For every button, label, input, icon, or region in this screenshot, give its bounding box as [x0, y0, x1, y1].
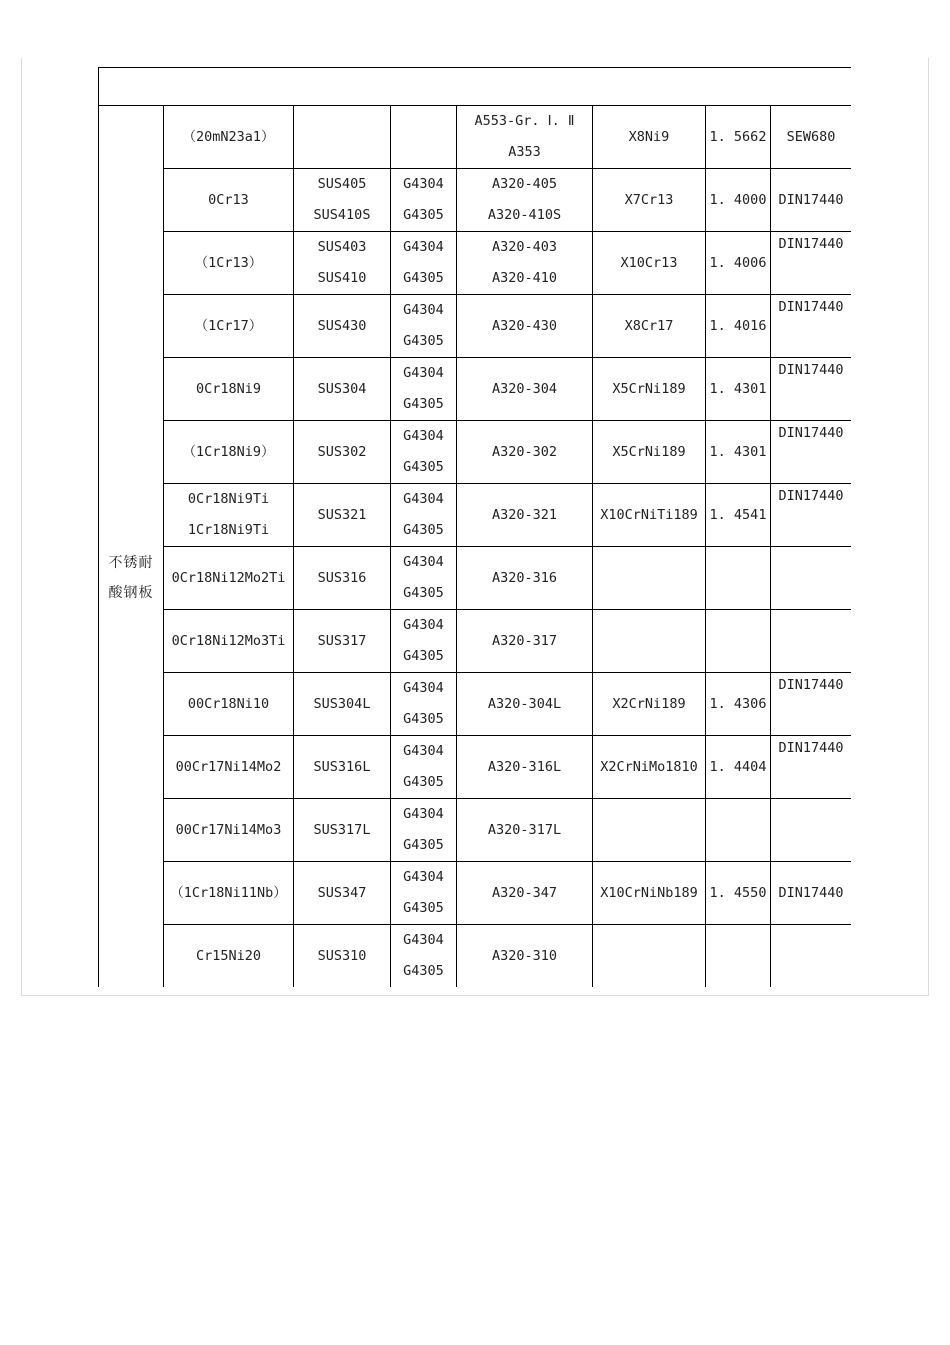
cell-line: X7Cr13 [624, 191, 674, 208]
jis-grade-cell [294, 358, 391, 421]
astm-grade-cell [457, 925, 593, 988]
material-number-cell: 1. 4404 [706, 736, 771, 799]
cell-line: SUS403 [317, 239, 367, 255]
cell-line: G4305 [403, 585, 444, 601]
cell-line: A320-302 [491, 443, 558, 460]
cell-line: A320-410S [487, 207, 562, 223]
cell-line: 0Cr18Ni12Mo3Ti [171, 632, 286, 649]
table-row [99, 421, 852, 484]
din-grade-cell [593, 106, 706, 169]
table-row [99, 484, 852, 547]
din-grade-cell [593, 421, 706, 484]
cell-line: G4305 [403, 711, 444, 727]
astm-grade-cell [457, 232, 593, 295]
cell-line: G4305 [403, 963, 444, 979]
cell-line: G4305 [403, 459, 444, 475]
jis-standard-cell [391, 106, 457, 169]
jis-grade-cell [294, 232, 391, 295]
jis-grade-cell [294, 610, 391, 673]
material-number-cell: 1. 4541 [706, 484, 771, 547]
chinese-grade-cell [164, 547, 294, 610]
cell-line: SUS317 [317, 632, 367, 649]
din-grade-cell [593, 232, 706, 295]
cell-line: （1Cr18Ni9） [182, 443, 275, 460]
chinese-grade-cell [164, 358, 294, 421]
cell-line: A320-316L [487, 758, 562, 775]
table-row [99, 106, 852, 169]
jis-standard-cell [391, 736, 457, 799]
din-standard-cell [771, 547, 852, 610]
cell-line: A320-405 [491, 176, 558, 192]
astm-grade-cell [457, 169, 593, 232]
jis-standard-cell [391, 547, 457, 610]
cell-line: SUS347 [317, 884, 367, 901]
jis-standard-cell [391, 799, 457, 862]
cell-line: G4304 [403, 680, 444, 696]
cell-line: G4305 [403, 207, 444, 223]
cell-line: X10CrNiTi189 [600, 506, 698, 523]
cell-line: 00Cr17Ni14Mo2 [175, 758, 282, 775]
cell-line: SUS317L [313, 821, 371, 838]
category-cell [99, 106, 164, 988]
table-row [99, 547, 852, 610]
header-row [99, 68, 852, 106]
chinese-grade-cell [164, 799, 294, 862]
din-grade-cell [593, 169, 706, 232]
table-row [99, 862, 852, 925]
cell-line: （1Cr17） [194, 317, 263, 334]
cell-line: X5CrNi189 [612, 380, 686, 397]
jis-standard-cell [391, 358, 457, 421]
cell-line: G4305 [403, 774, 444, 790]
din-grade-cell [593, 799, 706, 862]
cell-line: G4304 [403, 239, 444, 255]
cell-line: 0Cr18Ni12Mo2Ti [171, 569, 286, 586]
chinese-grade-cell [164, 169, 294, 232]
jis-grade-cell [294, 736, 391, 799]
cell-line: SUS304L [313, 695, 371, 712]
din-grade-cell [593, 862, 706, 925]
cell-line: G4304 [403, 806, 444, 822]
cell-line: 00Cr17Ni14Mo3 [175, 821, 282, 838]
jis-grade-cell [294, 547, 391, 610]
chinese-grade-cell [164, 673, 294, 736]
material-number-cell: 1. 4006 [706, 232, 771, 295]
cell-line: G4305 [403, 333, 444, 349]
cell-line: SUS405 [317, 176, 367, 192]
jis-grade-cell [294, 799, 391, 862]
din-standard-cell: DIN17440 [771, 484, 852, 547]
cell-line: SUS310 [317, 947, 367, 964]
jis-grade-cell [294, 295, 391, 358]
chinese-grade-cell [164, 610, 294, 673]
cell-line: A320-321 [491, 506, 558, 523]
cell-line: X2CrNi189 [612, 695, 686, 712]
cell-line: X10CrNiNb189 [600, 884, 698, 901]
cell-line: 00Cr18Ni10 [187, 695, 270, 712]
cell-line: A320-304L [487, 695, 562, 712]
din-standard-cell [771, 799, 852, 862]
chinese-grade-cell [164, 484, 294, 547]
din-grade-cell [593, 295, 706, 358]
cell-line: SUS316L [313, 758, 371, 775]
astm-grade-cell [457, 106, 593, 169]
cell-line: G4304 [403, 428, 444, 444]
cell-line: （20mN23a1） [182, 128, 275, 145]
chinese-grade-cell [164, 106, 294, 169]
cell-line: G4305 [403, 396, 444, 412]
material-number-cell: 1. 5662 [706, 106, 771, 169]
cell-line: A320-310 [491, 947, 558, 964]
cell-line: Cr15Ni20 [195, 947, 262, 964]
jis-grade-cell [294, 421, 391, 484]
cell-line: A320-410 [491, 270, 558, 286]
cell-line: SUS302 [317, 443, 367, 460]
cell-line: SUS410 [317, 270, 367, 286]
jis-standard-cell [391, 862, 457, 925]
jis-grade-cell [294, 862, 391, 925]
jis-grade-cell [294, 673, 391, 736]
material-number-cell: 1. 4016 [706, 295, 771, 358]
din-standard-cell: DIN17440 [771, 295, 852, 358]
jis-grade-cell [294, 925, 391, 988]
category-line: 酸钢板 [108, 585, 154, 601]
din-grade-cell [593, 484, 706, 547]
jis-grade-cell [294, 106, 391, 169]
cell-line: A320-403 [491, 239, 558, 255]
jis-standard-cell [391, 610, 457, 673]
din-standard-cell [771, 925, 852, 988]
din-grade-cell [593, 610, 706, 673]
din-standard-cell: DIN17440 [771, 358, 852, 421]
jis-standard-cell [391, 925, 457, 988]
chinese-grade-cell [164, 736, 294, 799]
jis-grade-cell [294, 484, 391, 547]
din-grade-cell [593, 358, 706, 421]
cell-line: G4305 [403, 270, 444, 286]
cell-line: 1Cr18Ni9Ti [187, 522, 270, 538]
astm-grade-cell [457, 295, 593, 358]
cell-line: SUS304 [317, 380, 367, 397]
material-number-cell [706, 799, 771, 862]
cell-line: G4304 [403, 869, 444, 885]
astm-grade-cell [457, 799, 593, 862]
astm-grade-cell [457, 421, 593, 484]
chinese-grade-cell [164, 862, 294, 925]
cell-line: （1Cr18Ni11Nb） [170, 884, 287, 901]
cell-line: G4304 [403, 365, 444, 381]
jis-standard-cell [391, 232, 457, 295]
din-standard-cell: DIN17440 [771, 169, 852, 232]
table-body [99, 68, 852, 988]
material-number-cell [706, 547, 771, 610]
cell-line: A320-317L [487, 821, 562, 838]
din-standard-cell [771, 610, 852, 673]
astm-grade-cell [457, 610, 593, 673]
din-standard-cell: SEW680 [771, 106, 852, 169]
din-grade-cell [593, 736, 706, 799]
cell-line: 0Cr18Ni9 [195, 380, 262, 397]
table-row [99, 673, 852, 736]
din-standard-cell: DIN17440 [771, 673, 852, 736]
cell-line: G4304 [403, 491, 444, 507]
astm-grade-cell [457, 673, 593, 736]
steel-grade-table-wrapper [98, 67, 851, 987]
astm-grade-cell [457, 484, 593, 547]
din-standard-cell: DIN17440 [771, 862, 852, 925]
cell-line: SUS316 [317, 569, 367, 586]
din-standard-cell: DIN17440 [771, 421, 852, 484]
chinese-grade-cell [164, 295, 294, 358]
header-cell [99, 68, 852, 106]
cell-line: A320-316 [491, 569, 558, 586]
table-row [99, 232, 852, 295]
cell-line: 0Cr13 [208, 191, 249, 208]
jis-standard-cell [391, 421, 457, 484]
cell-line: G4305 [403, 900, 444, 916]
material-number-cell: 1. 4301 [706, 421, 771, 484]
material-number-cell: 1. 4301 [706, 358, 771, 421]
jis-grade-cell [294, 169, 391, 232]
cell-line: SUS430 [317, 317, 367, 334]
material-number-cell: 1. 4550 [706, 862, 771, 925]
jis-standard-cell [391, 169, 457, 232]
cell-line: G4304 [403, 302, 444, 318]
cell-line: G4304 [403, 932, 444, 948]
material-number-cell: 1. 4306 [706, 673, 771, 736]
cell-line: G4305 [403, 837, 444, 853]
astm-grade-cell [457, 862, 593, 925]
cell-line: A320-430 [491, 317, 558, 334]
astm-grade-cell [457, 736, 593, 799]
cell-line: A553-Gr. Ⅰ. Ⅱ [474, 113, 575, 129]
table-row [99, 925, 852, 988]
cell-line: X2CrNiMo1810 [600, 758, 698, 775]
cell-line: A320-317 [491, 632, 558, 649]
chinese-grade-cell [164, 925, 294, 988]
material-number-cell: 1. 4000 [706, 169, 771, 232]
cell-line: G4304 [403, 617, 444, 633]
cell-line: X8Ni9 [628, 128, 670, 145]
din-standard-cell: DIN17440 [771, 232, 852, 295]
jis-standard-cell [391, 295, 457, 358]
chinese-grade-cell [164, 421, 294, 484]
jis-standard-cell [391, 673, 457, 736]
material-number-cell [706, 925, 771, 988]
category-line: 不锈耐 [108, 555, 154, 571]
cell-line: X10Cr13 [620, 254, 678, 271]
cell-line: X5CrNi189 [612, 443, 686, 460]
jis-standard-cell [391, 484, 457, 547]
cell-line: SUS321 [317, 506, 367, 523]
cell-line: A353 [508, 144, 541, 160]
cell-line: G4305 [403, 648, 444, 664]
astm-grade-cell [457, 358, 593, 421]
din-grade-cell [593, 547, 706, 610]
table-row [99, 610, 852, 673]
cell-line: G4304 [403, 743, 444, 759]
cell-line: A320-304 [491, 380, 558, 397]
steel-grade-comparison-table [98, 67, 851, 987]
table-row [99, 358, 852, 421]
table-row [99, 799, 852, 862]
table-row [99, 736, 852, 799]
cell-line: （1Cr13） [194, 254, 263, 271]
chinese-grade-cell [164, 232, 294, 295]
cell-line: X8Cr17 [624, 317, 674, 334]
din-grade-cell [593, 925, 706, 988]
astm-grade-cell [457, 547, 593, 610]
cell-line: A320-347 [491, 884, 558, 901]
cell-line: G4304 [403, 554, 444, 570]
cell-line: SUS410S [313, 207, 371, 223]
table-row [99, 295, 852, 358]
cell-line: 0Cr18Ni9Ti [187, 491, 270, 507]
din-grade-cell [593, 673, 706, 736]
material-number-cell [706, 610, 771, 673]
din-standard-cell: DIN17440 [771, 736, 852, 799]
cell-line: G4304 [403, 176, 444, 192]
table-row [99, 169, 852, 232]
cell-line: G4305 [403, 522, 444, 538]
